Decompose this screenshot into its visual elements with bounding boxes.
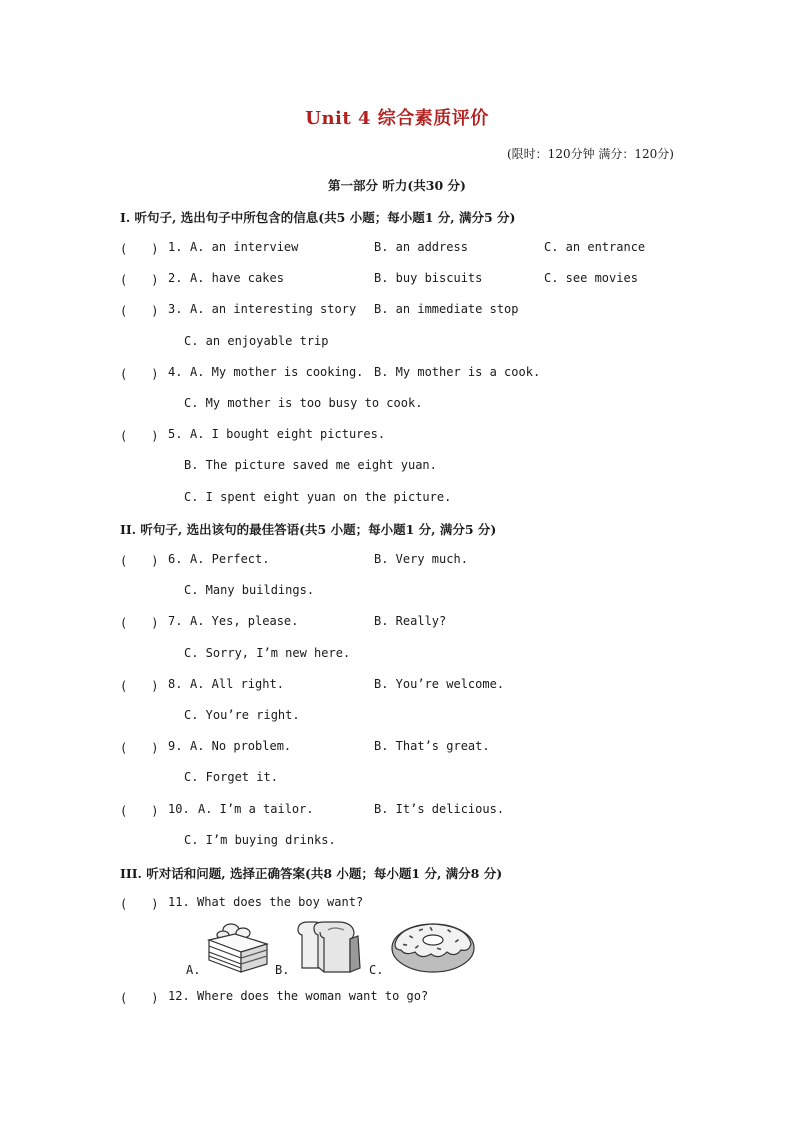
question-number: 9. [168, 739, 183, 753]
time-limit: (限时：120分钟 满分：120分) [507, 147, 674, 161]
answer-bracket[interactable]: ( ) [120, 242, 159, 256]
question-text: Where does the woman want to go? [197, 989, 429, 1003]
option-a: A. No problem. [190, 739, 292, 753]
option-c: C. My mother is too busy to cook. [184, 396, 423, 410]
option-b: B. Really? [374, 614, 447, 628]
option-b: B. The picture saved me eight yuan. [184, 458, 437, 472]
section-1-title: I. 听句子, 选出句子中所包含的信息(共5 小题；每小题1 分, 满分5 分) [120, 210, 516, 225]
option-b: B. buy biscuits [374, 271, 483, 285]
option-c: C. I spent eight yuan on the picture. [184, 490, 452, 504]
question-number: 12. [168, 989, 190, 1003]
answer-bracket[interactable]: ( ) [120, 273, 159, 287]
option-a: A. an interview [190, 240, 299, 254]
question-number: 7. [168, 614, 183, 628]
answer-bracket[interactable]: ( ) [120, 991, 159, 1005]
option-b: B. It’s delicious. [374, 802, 505, 816]
option-a: A. Yes, please. [190, 614, 299, 628]
option-c: C. Many buildings. [184, 583, 315, 597]
option-a: A. My mother is cooking. [190, 365, 364, 379]
option-b: B. an immediate stop [374, 302, 519, 316]
option-a: A. Perfect. [190, 552, 270, 566]
bread-loaf-icon [294, 920, 364, 976]
option-c: C. Sorry, I’m new here. [184, 646, 351, 660]
page-title: Unit 4 综合素质评价 [305, 108, 489, 129]
option-b: B. an address [374, 240, 468, 254]
option-b: B. My mother is a cook. [374, 365, 541, 379]
answer-bracket[interactable]: ( ) [120, 367, 159, 381]
section-3-title: III. 听对话和问题, 选择正确答案(共8 小题；每小题1 分, 满分8 分) [120, 866, 503, 881]
option-a: A. I’m a tailor. [198, 802, 314, 816]
picture-label-a: A. [186, 963, 201, 977]
section-2-title: II. 听句子, 选出该句的最佳答语(共5 小题；每小题1 分, 满分5 分) [120, 522, 497, 537]
answer-bracket[interactable]: ( ) [120, 804, 159, 818]
question-number: 5. [168, 427, 183, 441]
option-a: A. have cakes [190, 271, 284, 285]
answer-bracket[interactable]: ( ) [120, 429, 159, 443]
question-number: 6. [168, 552, 183, 566]
question-number: 11. [168, 895, 190, 909]
question-number: 2. [168, 271, 183, 285]
cake-slice-icon [205, 918, 271, 974]
answer-bracket[interactable]: ( ) [120, 897, 159, 911]
option-c: C. see movies [544, 271, 638, 285]
option-b: B. You’re welcome. [374, 677, 505, 691]
answer-bracket[interactable]: ( ) [120, 554, 159, 568]
option-c: C. Forget it. [184, 770, 278, 784]
question-number: 4. [168, 365, 183, 379]
option-c: C. an entrance [544, 240, 646, 254]
donut-icon [389, 918, 477, 974]
option-c: C. You’re right. [184, 708, 300, 722]
answer-bracket[interactable]: ( ) [120, 741, 159, 755]
question-text: What does the boy want? [197, 895, 364, 909]
option-a: A. All right. [190, 677, 284, 691]
question-number: 10. [168, 802, 190, 816]
answer-bracket[interactable]: ( ) [120, 679, 159, 693]
option-c: C. I’m buying drinks. [184, 833, 336, 847]
answer-bracket[interactable]: ( ) [120, 616, 159, 630]
option-c: C. an enjoyable trip [184, 334, 329, 348]
part-title: 第一部分 听力(共30 分) [328, 178, 466, 193]
option-a: A. an interesting story [190, 302, 357, 316]
option-a: A. I bought eight pictures. [190, 427, 386, 441]
picture-label-b: B. [275, 963, 290, 977]
option-b: B. That’s great. [374, 739, 490, 753]
option-b: B. Very much. [374, 552, 468, 566]
picture-label-c: C. [369, 963, 384, 977]
answer-bracket[interactable]: ( ) [120, 304, 159, 318]
question-number: 8. [168, 677, 183, 691]
question-number: 1. [168, 240, 183, 254]
question-number: 3. [168, 302, 183, 316]
